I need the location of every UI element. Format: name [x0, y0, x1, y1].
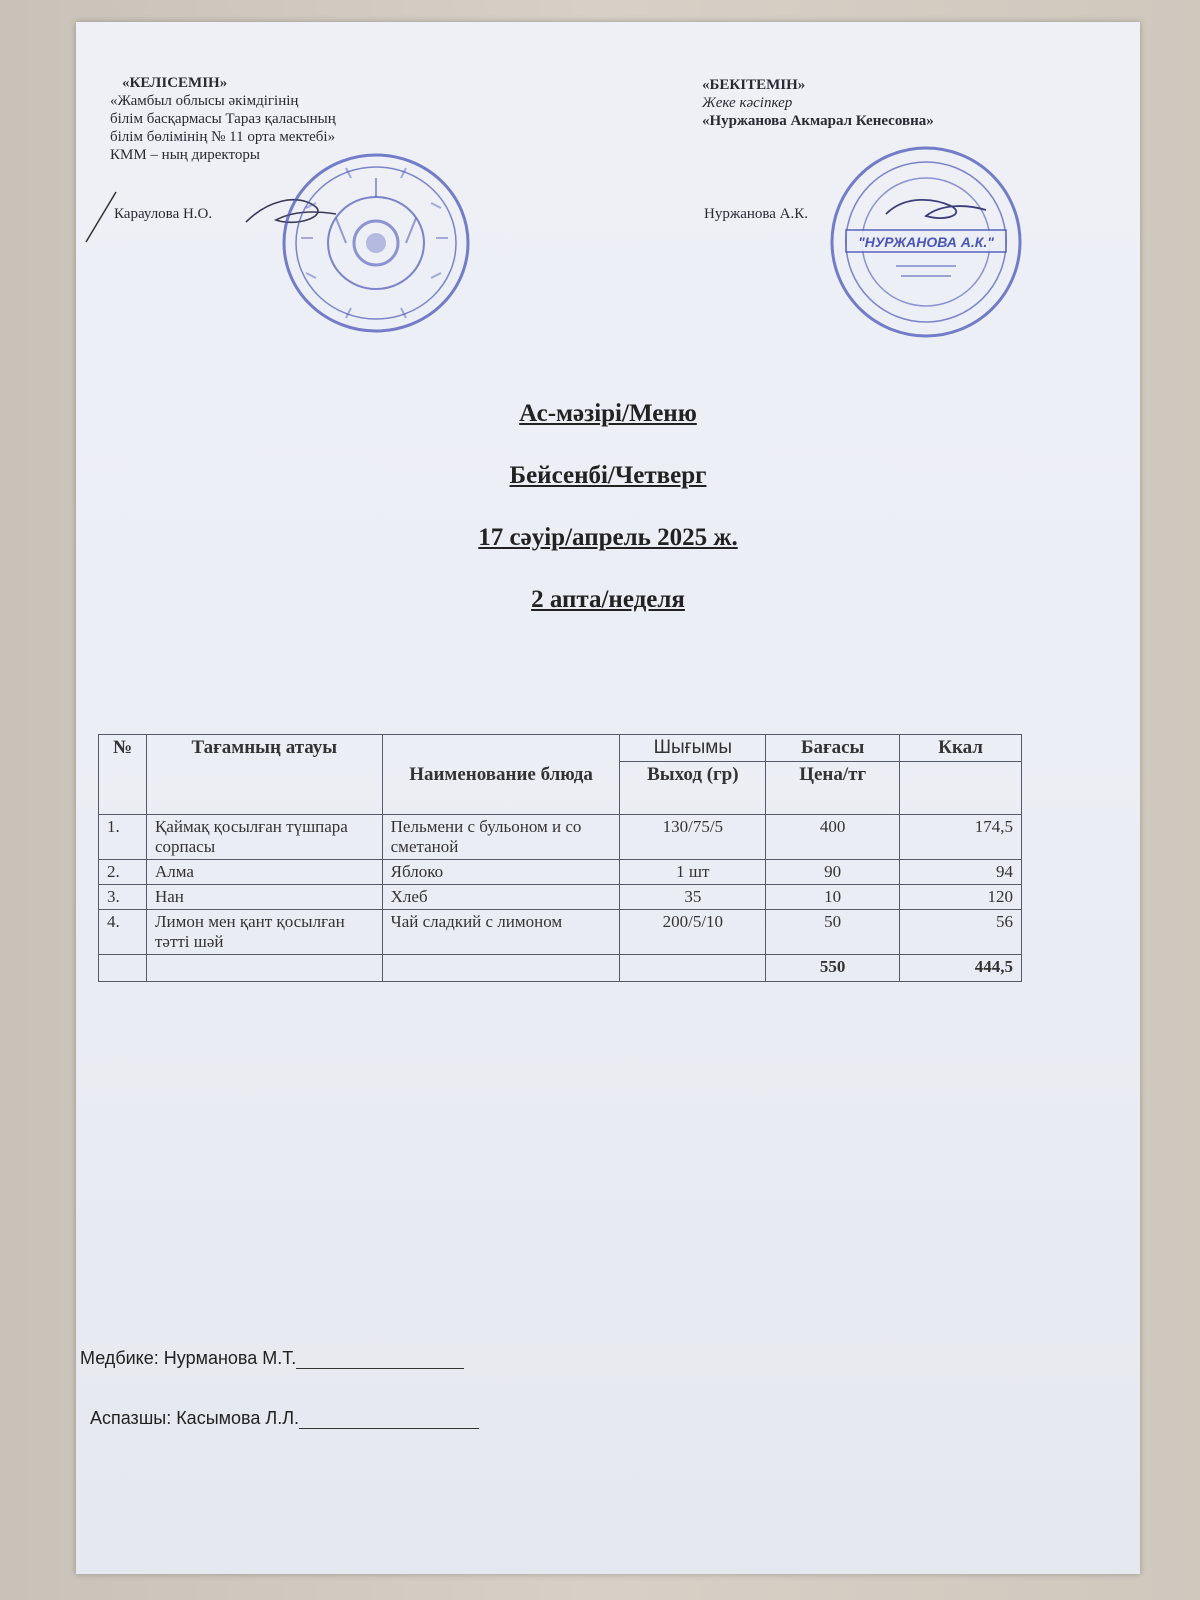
cell-price: 10 [766, 885, 900, 910]
cell-empty [620, 955, 766, 982]
header-name-ru: Наименование блюда [382, 735, 620, 815]
approval-line: білім басқармасы Тараз қаласының [110, 111, 336, 127]
cell-empty [146, 955, 382, 982]
total-kcal: 444,5 [900, 955, 1022, 982]
cell-yield: 200/5/10 [620, 910, 766, 955]
date-title: 17 сәуір/апрель 2025 ж. [478, 524, 738, 551]
cell-name-ru: Яблоко [382, 860, 620, 885]
cell-num: 2. [99, 860, 147, 885]
signatory-right: Нуржанова А.К. [704, 206, 809, 222]
round-seal-right [826, 144, 1026, 340]
week-title: 2 апта/неделя [531, 586, 685, 613]
cell-num: 4. [99, 910, 147, 955]
header-name-kz: Тағамның атауы [146, 735, 382, 815]
cell-name-ru: Хлеб [382, 885, 620, 910]
cell-yield: 35 [620, 885, 766, 910]
header-price-kz: Бағасы [766, 735, 900, 762]
table-total-row [99, 955, 1022, 982]
header-yield-ru: Выход (гр) [620, 762, 766, 815]
seal-right-text: "НУРЖАНОВА А.К." [858, 234, 994, 250]
menu-table [98, 734, 1022, 982]
table-row [99, 815, 1022, 860]
cell-kcal: 56 [900, 910, 1022, 955]
cell-yield: 1 шт [620, 860, 766, 885]
table-row [99, 885, 1022, 910]
approval-heading-left: «КЕЛІСЕМІН» [122, 75, 228, 91]
document-sheet [76, 22, 1140, 1574]
cook-signature-blank [299, 1410, 479, 1429]
nurse-signature-blank [296, 1350, 464, 1369]
cell-num: 1. [99, 815, 147, 860]
title-block [76, 400, 1140, 614]
nurse-label: Медбике: Нурманова М.Т. [80, 1348, 297, 1368]
approval-line: «Жамбыл облысы әкімдігінің [110, 93, 299, 109]
menu-title: Ас-мәзірі/Меню [519, 400, 697, 427]
cell-name-kz: Лимон мен қант қосылған тәтті шәй [146, 910, 382, 955]
cell-empty [382, 955, 620, 982]
approval-line: КММ – ның директоры [110, 147, 260, 163]
approval-line: Жеке кәсіпкер [702, 95, 793, 111]
approval-block-right [702, 76, 1042, 130]
table-row [99, 910, 1022, 955]
cell-kcal: 174,5 [900, 815, 1022, 860]
cook-label: Аспазшы: Касымова Л.Л. [90, 1408, 300, 1428]
cook-signature-line [90, 1408, 479, 1429]
cell-price: 400 [766, 815, 900, 860]
header-yield-kz: Шығымы [620, 735, 766, 762]
cell-yield: 130/75/5 [620, 815, 766, 860]
header-num: № [99, 735, 147, 815]
day-title: Бейсенбі/Четверг [509, 462, 707, 489]
cell-name-kz: Қаймақ қосылған түшпара сорпасы [146, 815, 382, 860]
cell-price: 50 [766, 910, 900, 955]
table-row [99, 860, 1022, 885]
cell-name-ru: Чай сладкий с лимоном [382, 910, 620, 955]
cell-name-kz: Алма [146, 860, 382, 885]
cell-kcal: 94 [900, 860, 1022, 885]
cell-num: 3. [99, 885, 147, 910]
header-kcal-empty [900, 762, 1022, 815]
header-kcal: Ккал [900, 735, 1022, 762]
cell-empty [99, 955, 147, 982]
signatory-left: Караулова Н.О. [114, 206, 213, 222]
approval-line: білім бөлімінің № 11 орта мектебі» [110, 129, 336, 145]
cell-price: 90 [766, 860, 900, 885]
nurse-signature-line [80, 1348, 464, 1369]
approval-line: «Нуржанова Акмарал Кенесовна» [702, 113, 934, 129]
cell-kcal: 120 [900, 885, 1022, 910]
cell-name-ru: Пельмени с бульоном и со сметаной [382, 815, 620, 860]
header-price-ru: Цена/тг [766, 762, 900, 815]
total-price: 550 [766, 955, 900, 982]
round-seal-left [276, 148, 476, 338]
approval-heading-right: «БЕКІТЕМІН» [702, 77, 806, 93]
cell-name-kz: Нан [146, 885, 382, 910]
table-header-row [99, 735, 1022, 762]
